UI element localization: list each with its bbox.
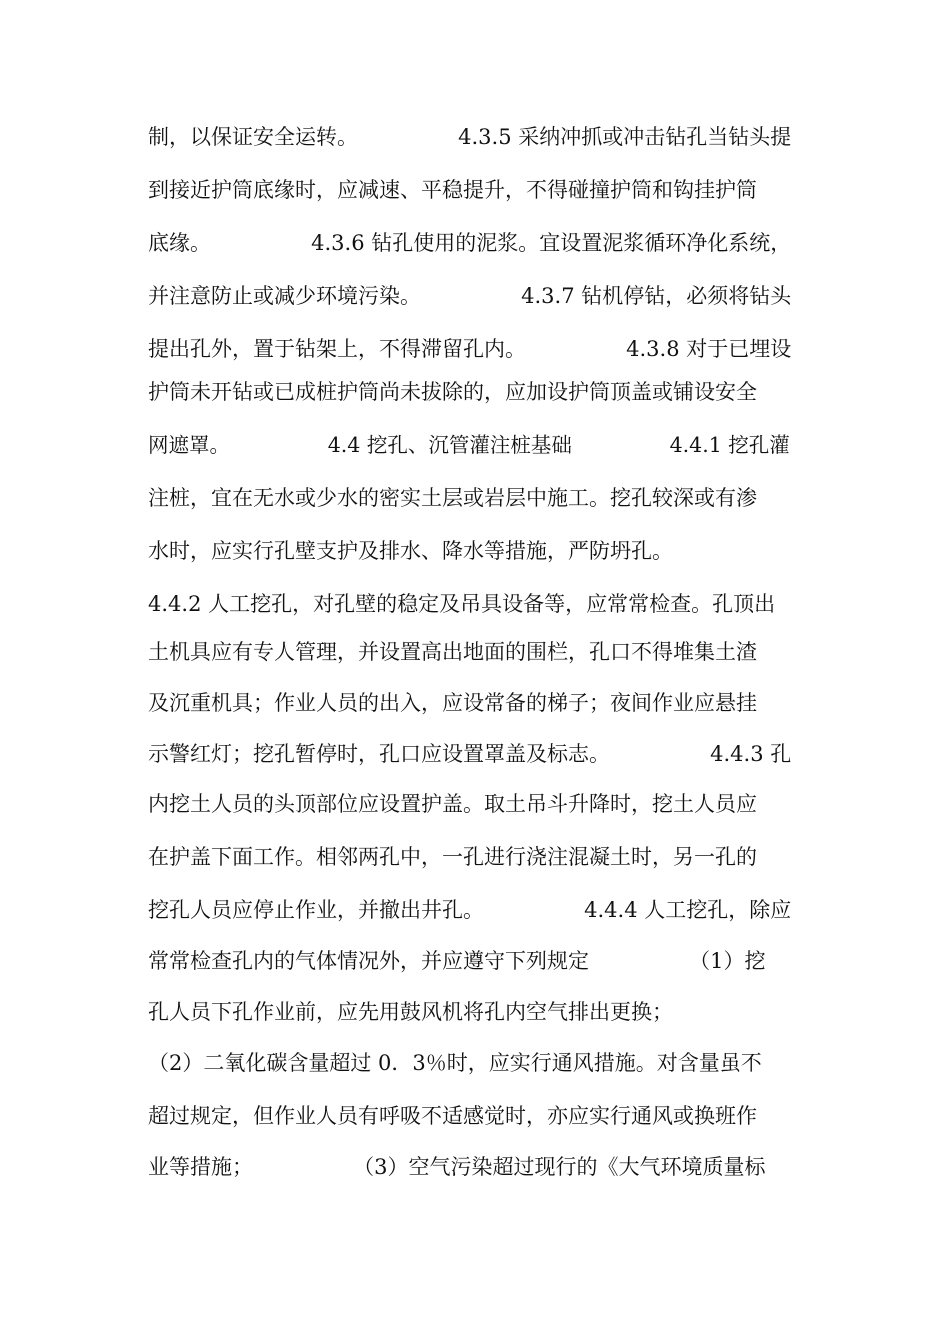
text-line: 业等措施； （3）空气污染超过现行的《大气环境质量标: [148, 1155, 766, 1179]
text-line: 超过规定，但作业人员有呼吸不适感觉时，亦应实行通风或换班作: [148, 1104, 757, 1128]
text-line: 水时，应实行孔壁支护及排水、降水等措施，严防坍孔。: [148, 539, 673, 563]
text-line: 制，以保证安全运转。 4.3.5 采纳冲抓或冲击钻孔当钻头提: [148, 125, 792, 149]
text-line: 挖孔人员应停止作业，并撤出井孔。 4.4.4 人工挖孔，除应: [148, 898, 792, 922]
text-line: 提出孔外，置于钻架上，不得滞留孔内。 4.3.8 对于已埋设: [148, 337, 792, 361]
text-line: 土机具应有专人管理，并设置高出地面的围栏，孔口不得堆集土渣: [148, 640, 757, 664]
text-line: 常常检查孔内的气体情况外，并应遵守下列规定 （1）挖: [148, 949, 766, 973]
text-line: 护筒未开钻或已成桩护筒尚未拔除的，应加设护筒顶盖或铺设安全: [148, 380, 757, 404]
text-line: 网遮罩。 4.4 挖孔、沉管灌注桩基础 4.4.1 挖孔灌: [148, 433, 790, 457]
text-line: 到接近护筒底缘时，应减速、平稳提升，不得碰撞护筒和钩挂护筒: [148, 178, 757, 202]
text-line: 内挖土人员的头顶部位应设置护盖。取土吊斗升降时，挖土人员应: [148, 792, 757, 816]
text-line: 及沉重机具；作业人员的出入，应设常备的梯子；夜间作业应悬挂: [148, 691, 757, 715]
text-line: 在护盖下面工作。相邻两孔中，一孔进行浇注混凝土时，另一孔的: [148, 845, 757, 869]
text-line: 4.4.2 人工挖孔，对孔壁的稳定及吊具设备等，应常常检查。孔顶出: [148, 592, 776, 616]
text-line: 底缘。 4.3.6 钻孔使用的泥浆。宜设置泥浆循环净化系统，: [148, 231, 792, 255]
text-line: 并注意防止或减少环境污染。 4.3.7 钻机停钻，必须将钻头: [148, 284, 792, 308]
text-line: 孔人员下孔作业前，应先用鼓风机将孔内空气排出更换；: [148, 1000, 673, 1024]
text-line: （2）二氧化碳含量超过 0．3％时，应实行通风措施。对含量虽不: [148, 1051, 762, 1075]
text-line: 示警红灯；挖孔暂停时，孔口应设置罩盖及标志。 4.4.3 孔: [148, 742, 792, 766]
text-line: 注桩，宜在无水或少水的密实土层或岩层中施工。挖孔较深或有渗: [148, 486, 757, 510]
